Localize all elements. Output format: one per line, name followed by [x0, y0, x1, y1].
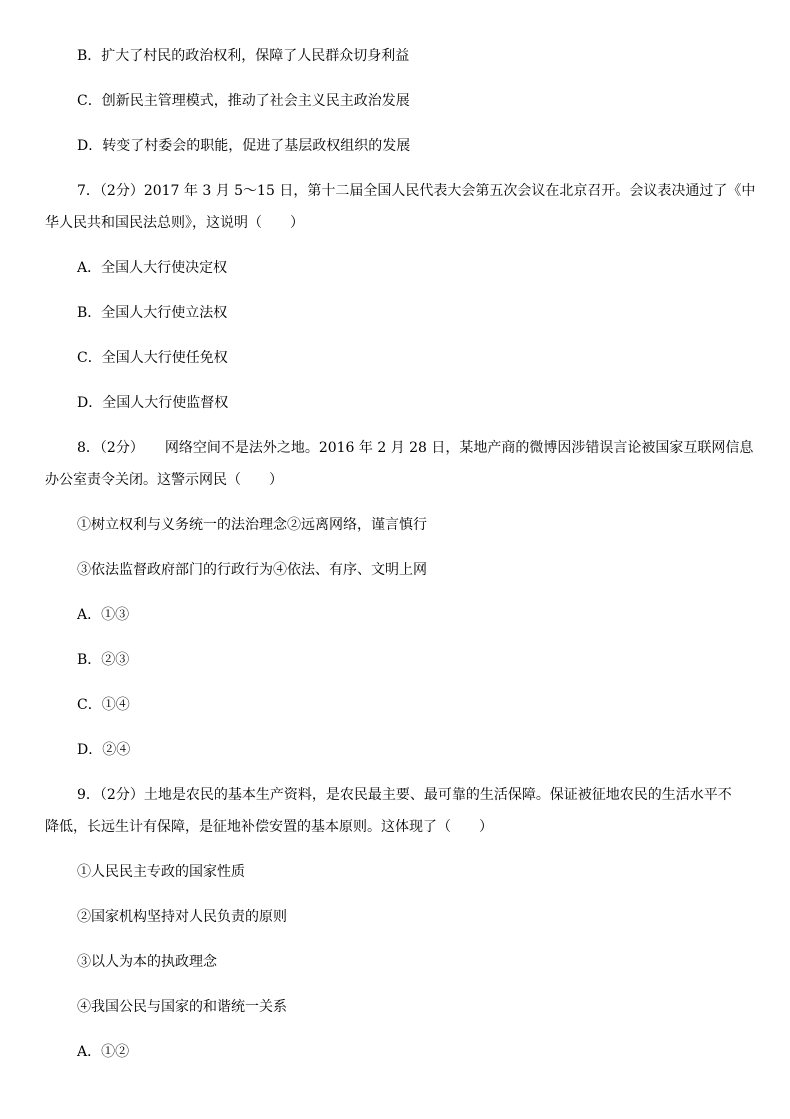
statement-item	[45, 991, 757, 1023]
option	[45, 130, 757, 162]
text-line: ④我国公民与国家的和谐统一关系	[77, 999, 287, 1015]
statement-item	[45, 901, 757, 933]
option	[45, 342, 757, 374]
option	[45, 297, 757, 329]
text-line: D．②④	[77, 742, 131, 758]
text-line: C．创新民主管理模式，推动了社会主义民主政治发展	[77, 93, 410, 109]
text-line: ①人民民主专政的国家性质	[77, 864, 245, 880]
text-line: 华人民共和国民法总则》，这说明（ ）	[45, 215, 304, 231]
text-line: 8．（2分） 网络空间不是法外之地。2016 年 2 月 28 日，某地产商的微博因涉错误言论被国家互联网信息	[77, 440, 754, 456]
option	[45, 599, 757, 631]
option	[45, 40, 757, 72]
option	[45, 387, 757, 419]
text-line: B．②③	[77, 652, 130, 668]
option	[45, 644, 757, 676]
statement-item	[45, 856, 757, 888]
question-stem	[45, 779, 757, 843]
option	[45, 85, 757, 117]
document-content	[45, 40, 757, 1068]
statement-item	[45, 509, 757, 541]
option	[45, 252, 757, 284]
text-line: 办公室责令关闭。这警示网民（ ）	[45, 472, 283, 488]
text-line: D．转变了村委会的职能，促进了基层政权组织的发展	[77, 138, 411, 154]
text-line: A．全国人大行使决定权	[77, 260, 228, 276]
statement-item	[45, 946, 757, 978]
option	[45, 1036, 757, 1068]
text-line: D．全国人大行使监督权	[77, 395, 229, 411]
question-stem	[45, 432, 757, 496]
text-line: 7．（2分）2017 年 3 月 5～15 日，第十二届全国人民代表大会第五次会议在北京召开。会议表决通过了《中	[77, 183, 756, 199]
text-line: C．全国人大行使任免权	[77, 350, 228, 366]
text-line: ②国家机构坚持对人民负责的原则	[77, 909, 287, 925]
text-line: B．全国人大行使立法权	[77, 305, 228, 321]
option	[45, 689, 757, 721]
question-stem	[45, 175, 757, 239]
text-line: ③以人为本的执政理念	[77, 954, 217, 970]
text-line: ③依法监督政府部门的行政行为④依法、有序、文明上网	[77, 562, 427, 578]
option	[45, 734, 757, 766]
text-line: A．①②	[77, 1044, 130, 1060]
text-line: 降低，长远生计有保障，是征地补偿安置的基本原则。这体现了（ ）	[45, 819, 493, 835]
statement-item	[45, 554, 757, 586]
text-line: C．①④	[77, 697, 130, 713]
text-line: 9．（2分）土地是农民的基本生产资料，是农民最主要、最可靠的生活保障。保证被征地农民的生活水平不	[77, 787, 732, 803]
text-line: ①树立权利与义务统一的法治理念②远离网络，谨言慎行	[77, 517, 427, 533]
text-line: A．①③	[77, 607, 130, 623]
text-line: B．扩大了村民的政治权利，保障了人民群众切身利益	[77, 48, 410, 64]
